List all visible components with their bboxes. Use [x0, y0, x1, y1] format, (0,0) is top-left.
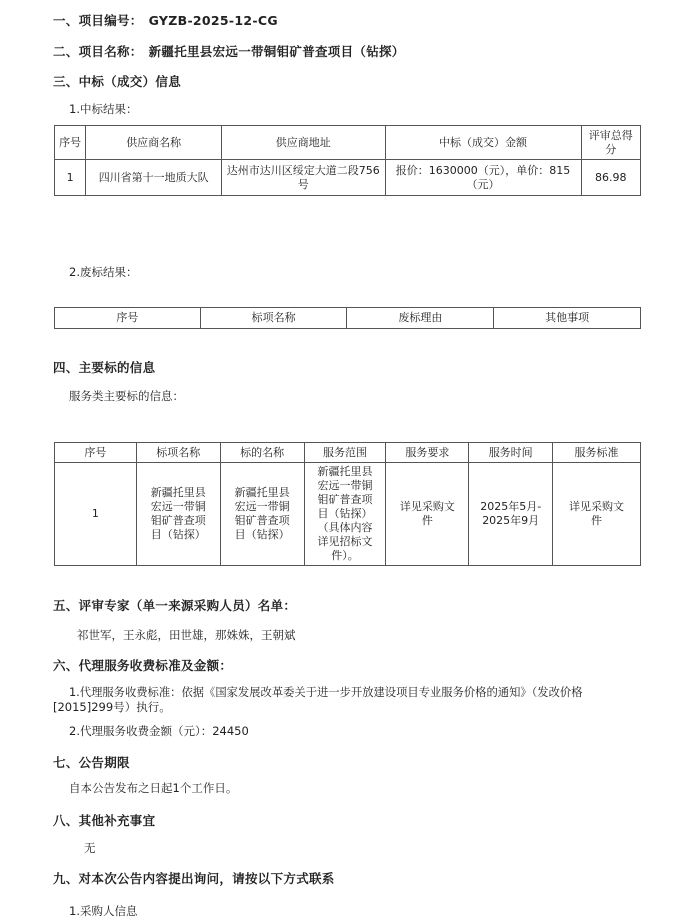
project-number-line — [53, 11, 278, 29]
service-table — [54, 442, 641, 566]
project-name-value: 新疆托里县宏远一带铜钼矿普查项目（钻探） — [148, 44, 405, 59]
project-name-line — [53, 42, 405, 60]
void-table-header — [55, 308, 641, 329]
project-name-label: 二、项目名称： — [53, 44, 143, 59]
project-number-label: 一、项目编号： — [53, 13, 143, 28]
agency-fee-standard: 1.代理服务收费标准：依据《国家发展改革委关于进一步开放建设项目专业服务价格的通知》（发改价格 — [69, 686, 583, 699]
notice-period-heading: 七、公告期限 — [53, 755, 130, 770]
award-result-subheading: 1.中标结果： — [69, 102, 138, 116]
service-header-time: 服务时间 — [469, 443, 553, 463]
award-cell-amount: 报价：1630000（元），单价：815（元） — [385, 160, 581, 196]
supplementary-heading: 八、其他补充事宜 — [53, 813, 156, 828]
service-subject-subheading: 服务类主要标的信息： — [69, 389, 184, 403]
service-cell-subject-name: 新疆托里县宏远一带铜钼矿普查项目（钻探） — [220, 463, 304, 566]
void-result-subheading: 2.废标结果： — [69, 265, 138, 279]
contact-heading: 九、对本次公告内容提出询问，请按以下方式联系 — [53, 871, 335, 886]
service-cell-index: 1 — [55, 463, 137, 566]
service-header-requirement: 服务要求 — [386, 443, 469, 463]
service-header-scope: 服务范围 — [304, 443, 386, 463]
service-header-index: 序号 — [55, 443, 137, 463]
service-header-subject-name: 标的名称 — [220, 443, 304, 463]
award-cell-supplier: 四川省第十一地质大队 — [86, 160, 222, 196]
void-header-reason: 废标理由 — [347, 308, 494, 329]
service-cell-time: 2025年5月-2025年9月 — [469, 463, 553, 566]
award-header-index: 序号 — [55, 126, 86, 160]
table-row — [55, 463, 641, 566]
service-cell-scope: 新疆托里县宏远一带铜钼矿普查项目（钻探）（具体内容详见招标文件）。 — [304, 463, 386, 566]
award-header-amount: 中标（成交）金额 — [385, 126, 581, 160]
award-header-supplier: 供应商名称 — [86, 126, 222, 160]
award-cell-index: 1 — [55, 160, 86, 196]
service-header-standard: 服务标准 — [553, 443, 641, 463]
award-table — [54, 125, 641, 196]
void-header-other: 其他事项 — [494, 308, 641, 329]
award-cell-address: 达州市达川区绥定大道二段756号 — [222, 160, 386, 196]
expert-list-heading: 五、评审专家（单一来源采购人员）名单： — [53, 598, 297, 613]
award-cell-score: 86.98 — [581, 160, 640, 196]
project-number-value: GYZB-2025-12-CG — [148, 13, 278, 28]
void-table — [54, 307, 641, 329]
service-cell-requirement: 详见采购文件 — [386, 463, 469, 566]
agency-fee-heading: 六、代理服务收费标准及金额： — [53, 658, 233, 673]
expert-names: 祁世军，王永彪，田世雄，那姝姝，王朝斌 — [77, 628, 296, 642]
award-table-header — [55, 126, 641, 160]
agency-fee-amount: 2.代理服务收费金额（元）：24450 — [69, 724, 249, 738]
service-cell-standard: 详见采购文件 — [553, 463, 641, 566]
award-info-heading: 三、中标（成交）信息 — [53, 74, 182, 89]
purchaser-info-subheading: 1.采购人信息 — [69, 904, 138, 918]
award-header-address: 供应商地址 — [222, 126, 386, 160]
table-row — [55, 160, 641, 196]
service-table-header — [55, 443, 641, 463]
award-header-score: 评审总得分 — [581, 126, 640, 160]
agency-fee-standard-cont: [2015]299号）执行。 — [53, 700, 171, 714]
service-cell-lot-name: 新疆托里县宏远一带铜钼矿普查项目（钻探） — [136, 463, 220, 566]
supplementary-text: 无 — [84, 841, 96, 855]
void-header-index: 序号 — [55, 308, 201, 329]
void-header-lot-name: 标项名称 — [200, 308, 347, 329]
main-subject-heading: 四、主要标的信息 — [53, 360, 156, 375]
service-header-lot-name: 标项名称 — [136, 443, 220, 463]
notice-period-text: 自本公告发布之日起1个工作日。 — [69, 781, 238, 795]
